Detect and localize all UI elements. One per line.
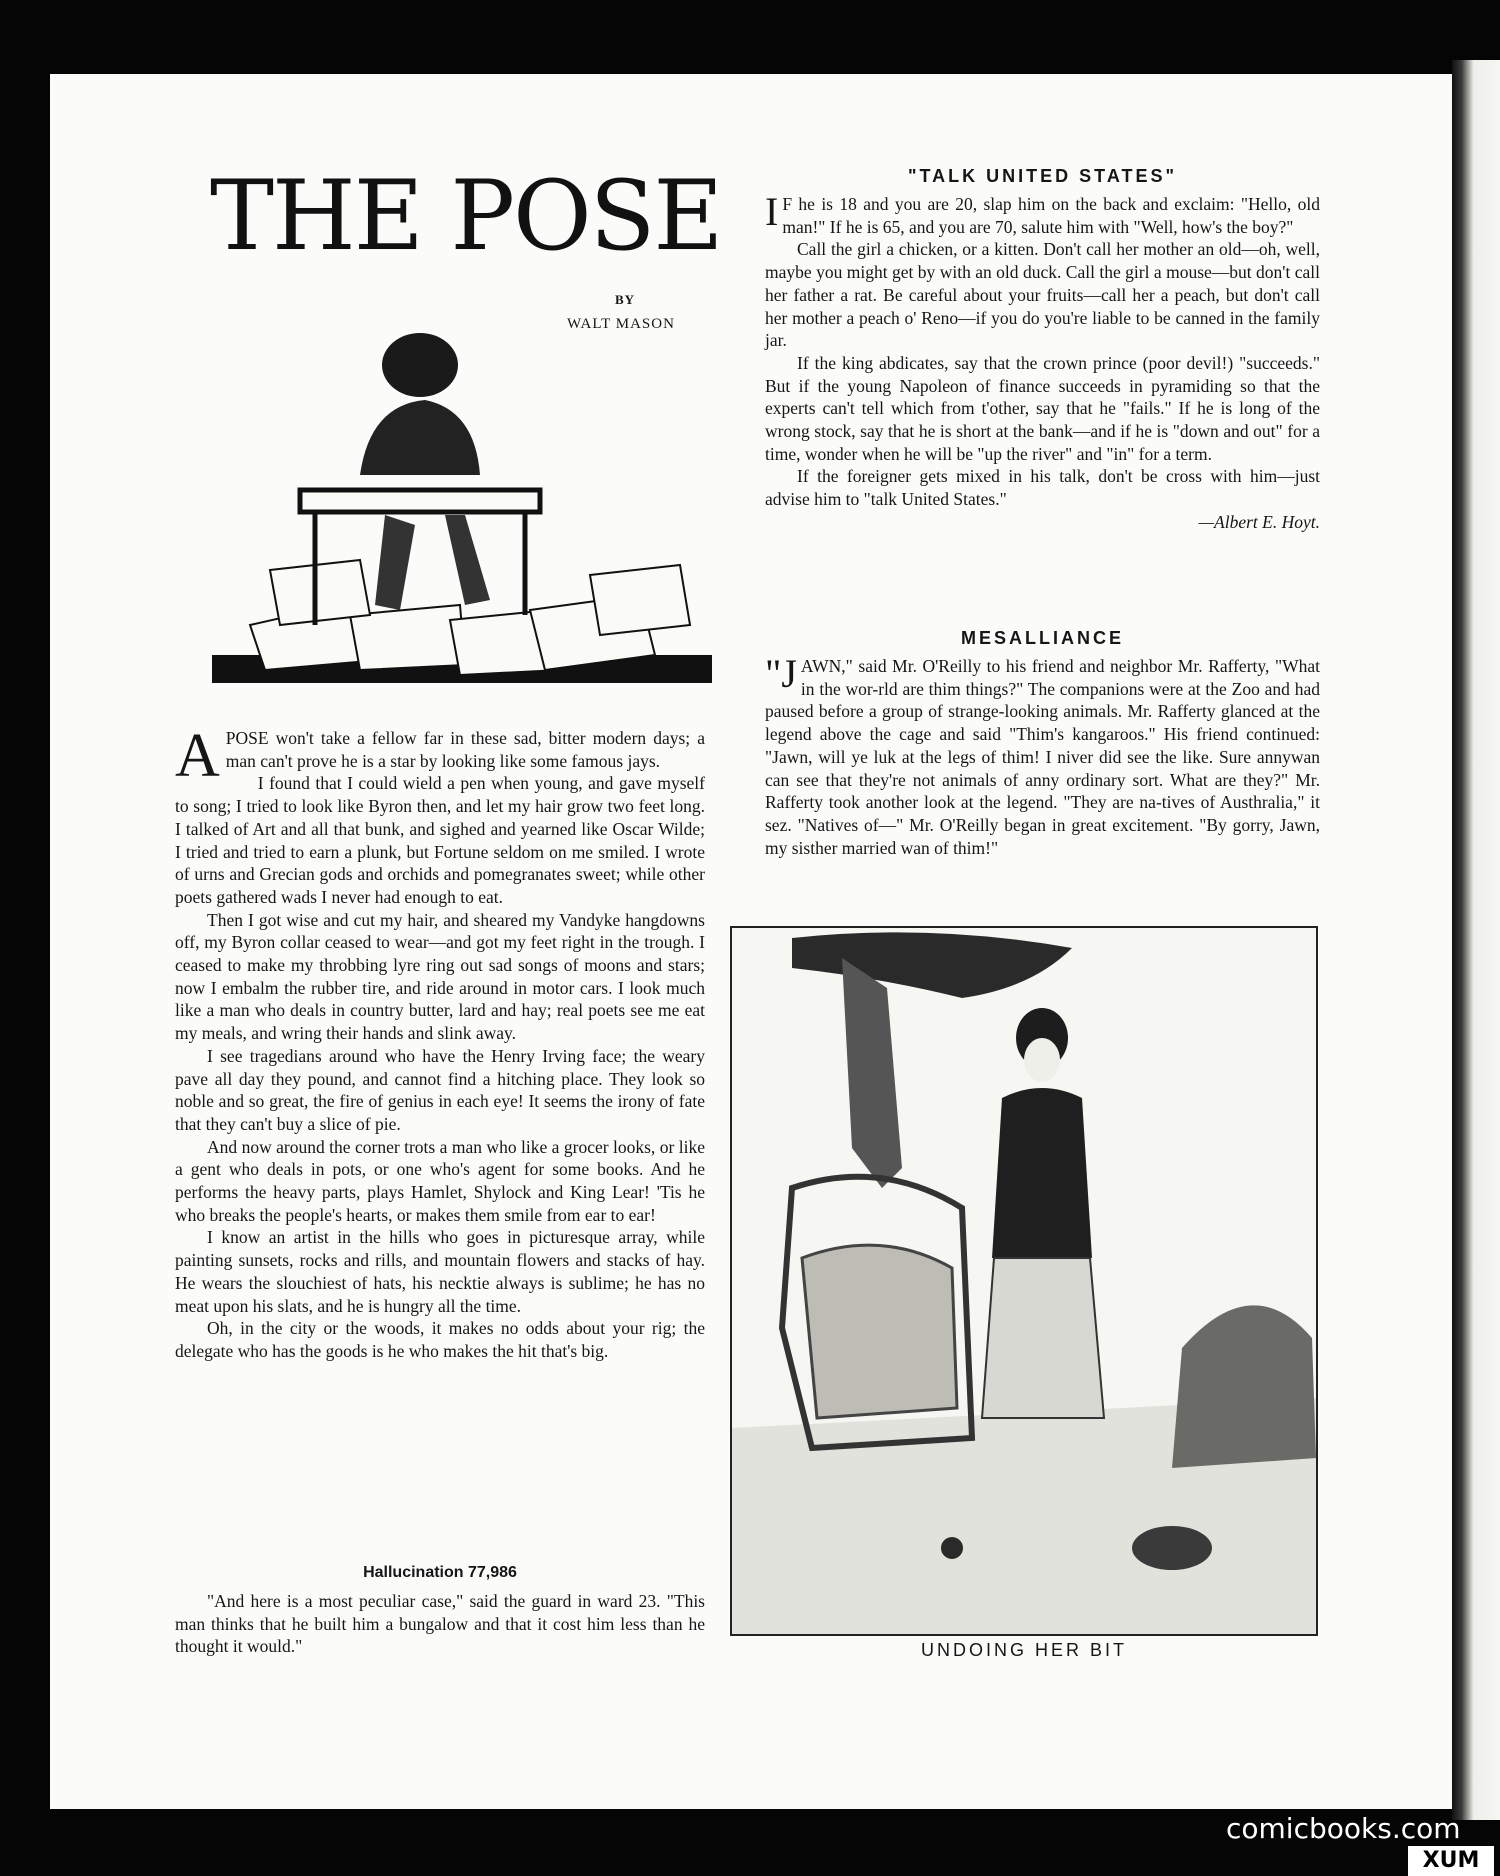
xum-badge: XUM <box>1408 1846 1494 1876</box>
poem-stanza-4: I see tragedians around who have the Henry Irving face; the weary pave all day they pound, and cannot find a hitching place. They look so noble and so great, the fire of genius in each eye! It seems the irony of fate that they can't buy a slice of pie. <box>175 1045 705 1134</box>
byline-by: BY <box>615 292 636 307</box>
mesalliance-heading: MESALLIANCE <box>961 628 1124 648</box>
talk-heading: "TALK UNITED STATES" <box>907 166 1178 186</box>
page-gutter <box>1452 60 1500 1820</box>
talk-attribution: —Albert E. Hoyt. <box>1198 511 1320 532</box>
talk-paragraph-1: F he is 18 and you are 20, slap him on the back and exclaim: "Hello, old man!" If he is 65, and you are 70, salute him with "Well, how's the boy?" <box>782 194 1320 237</box>
talk-paragraph-4: If the foreigner gets mixed in his talk, don't be cross with him—just advise him to "talk United States." <box>765 466 1320 510</box>
illustration-caption: UNDOING HER BIT <box>920 1640 1127 1660</box>
poem-stanza-7: Oh, in the city or the woods, it makes no odds about your rig; the delegate who has the goods is he who makes the hit that's big. <box>175 1318 705 1361</box>
talk-united-states-article <box>765 166 1320 534</box>
poem-stanza-5: And now around the corner trots a man who like a grocer looks, or like a gent who deals in pots, or one who's agent for some books. And he performs the heavy parts, plays Hamlet, Shylock and King Lear! 'Tis he who breaks the people's hearts, or makes them smile from ear to ear! <box>175 1136 705 1225</box>
mesalliance-article <box>765 628 1320 859</box>
hallucination-heading: Hallucination 77,986 <box>363 1564 517 1581</box>
talk-paragraph-3: If the king abdicates, say that the crown prince (poor devil!) "succeeds." But if the young Napoleon of finance succeeds in pyramiding so that the experts can't tell which from t'other, say that he "fails." If he is long of the wrong stock, say that he is short at the bank—and if he is "down and out" for a time, wonder when he will be "up the river" and "in" for a term. <box>765 352 1320 464</box>
site-watermark: comicbooks.com <box>1226 1812 1461 1845</box>
poem-stanza-2: I found that I could wield a pen when young, and gave myself to song; I tried to look like Byron then, and let my hair grow two feet long. I talked of Art and all that bunk, and sighed and yearned like Oscar Wilde; I tried and tried to earn a plunk, but Fortune seldom on me smiled. I wrote of urns and Grecian gods and orchids and pomegranates sweet; while other poets gathered wads I never had enough to eat. <box>175 773 705 907</box>
mesalliance-text: AWN," said Mr. O'Reilly to his friend and neighbor Mr. Rafferty, "What in the wor-rld are thim things?" The companions were at the Zoo and had paused before a group of strange-looking animals. Mr. Rafferty glanced at the legend above the cage and said "Thim's kangaroos." His friend continued: "Jawn, will ye luk at the legs of thim! I niver did see the like. Sure annywan can see that they're not animals of anny ordinary sort. What are they?" Mr. Rafferty took another look at the legend. "They are na-tives of Austhralia," it sez. "Natives of—" Mr. O'Reilly began in great excitement. "By gorry, Jawn, my sisther married wan of thim!" <box>765 656 1320 858</box>
poem-body <box>175 722 705 1363</box>
talk-dropcap: I <box>765 189 779 234</box>
byline-author: WALT MASON <box>567 316 675 332</box>
hallucination-text: "And here is a most peculiar case," said the guard in ward 23. "This man thinks that he built him a bungalow and that it cost him less than he thought it would." <box>175 1591 705 1657</box>
mesalliance-dropcap: "J <box>765 651 797 696</box>
talk-paragraph-2: Call the girl a chicken, or a kitten. Don't call her mother an old—oh, well, maybe you might get by with an old duck. Call the girl a mouse—but don't call her father a rat. Be careful about your fruits—call her a peach, but don't call her mother a peach o' Reno—if you do you're liable to be canned in the family jar. <box>765 239 1320 351</box>
article-title: THE POSE <box>210 160 722 272</box>
poem-stanza-3: Then I got wise and cut my hair, and sheared my Vandyke hangdowns off, my Byron collar ceased to wear—and got my feet right in the trough. I ceased to make my throbbing lyre ring out sad songs of moons and stars; now I embalm the rubber tire, and ride around in motor cars. I look much like a man who deals in country butter, lard and hay; real poets see me eat my meals, and wring their hands and slink away. <box>175 909 705 1044</box>
writer-illustration <box>210 325 715 690</box>
poem-dropcap: A <box>175 722 220 790</box>
hallucination-section <box>175 1564 705 1658</box>
poem-stanza-1: POSE won't take a fellow far in these sad, bitter modern days; a man can't prove he is a star by looking like some famous jays. <box>225 728 705 771</box>
woman-kitten-illustration <box>730 926 1318 1636</box>
poem-stanza-6: I know an artist in the hills who goes in picturesque array, while painting sunsets, rocks and rills, and mountain flowers and stacks of hay. He wears the slouchiest of hats, his necktie always is sublime; he has no meat upon his slats, and he is hungry all the time. <box>175 1227 705 1316</box>
